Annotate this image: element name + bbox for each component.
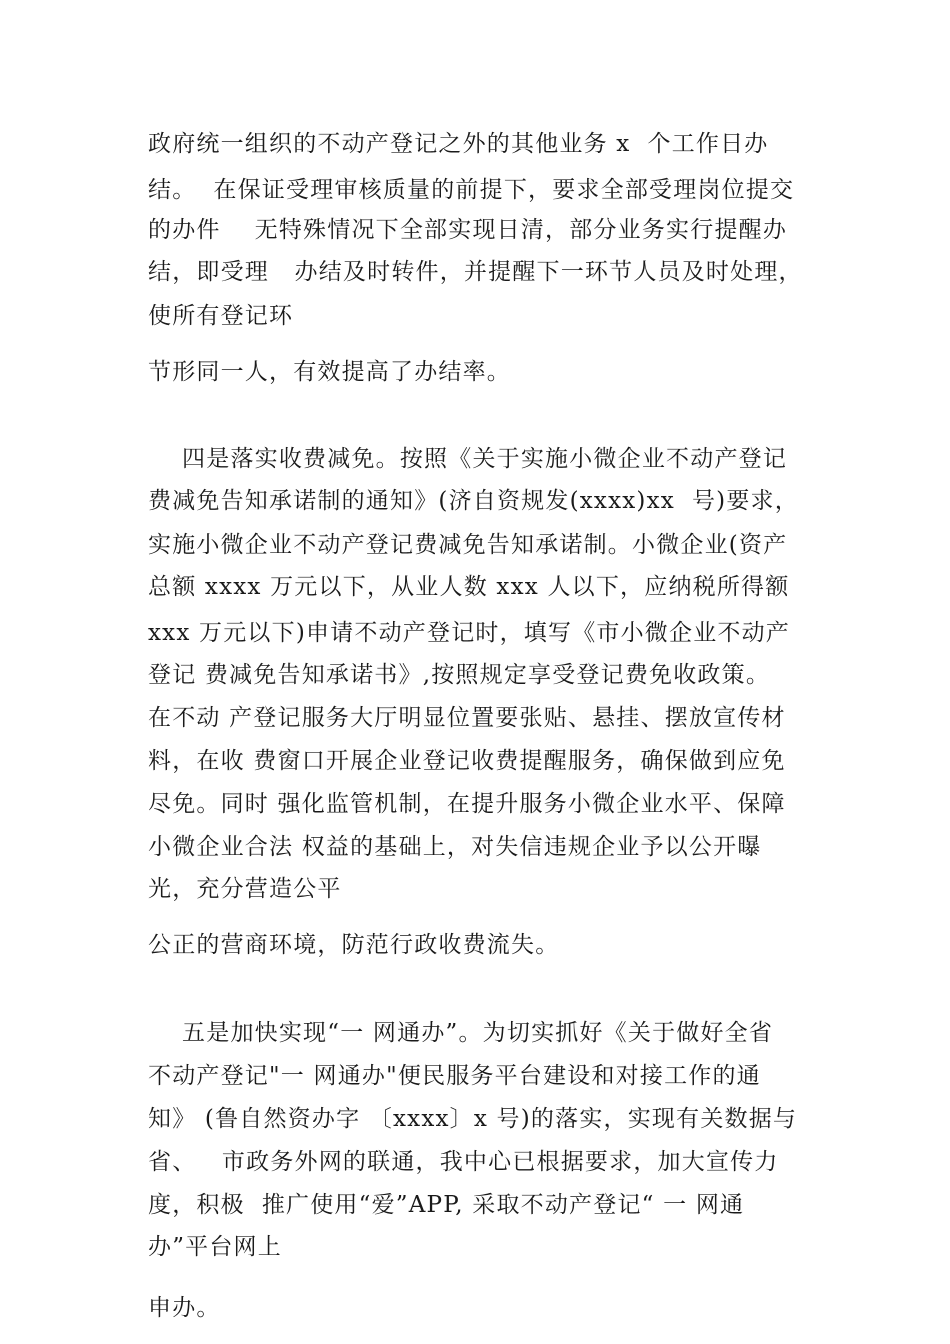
text-line: 光，充分营造公平	[148, 876, 342, 902]
text-line: xxx 万元以下)申请不动产登记时，填写《市小微企业不动产	[148, 620, 790, 646]
text-line: 的办件 无特殊情况下全部实现日清，部分业务实行提醒办	[148, 217, 788, 243]
text-line: 结，即受理 办结及时转件，并提醒下一环节人员及时处理，	[148, 259, 803, 285]
text-line: 费减免告知承诺制的通知》(济自资规发(xxxx)xx 号)要求，	[148, 488, 799, 514]
text-line: 四是落实收费减免。按照《关于实施小微企业不动产登记	[148, 446, 788, 472]
text-line: 政府统一组织的不动产登记之外的其他业务 x 个工作日办	[148, 131, 769, 157]
text-line: 总额 xxxx 万元以下，从业人数 xxx 人以下，应纳税所得额	[148, 574, 790, 600]
text-line: 使所有登记环	[148, 303, 294, 329]
text-line: 在不动 产登记服务大厅明显位置要张贴、悬挂、摆放宣传材	[148, 705, 786, 731]
text-line: 公正的营商环境，防范行政收费流失。	[148, 932, 560, 958]
text-line: 知》 (鲁自然资办字 〔xxxx〕x 号)的落实，实现有关数据与	[148, 1106, 798, 1132]
text-line: 实施小微企业不动产登记费减免告知承诺制。小微企业(资产	[148, 532, 788, 558]
text-line: 登记 费减免告知承诺书》,按照规定享受登记费免收政策。	[148, 662, 771, 688]
text-line: 小微企业合法 权益的基础上，对失信违规企业予以公开曝	[148, 834, 762, 860]
text-line: 结。 在保证受理审核质量的前提下，要求全部受理岗位提交	[148, 177, 795, 203]
text-line: 尽免。同时 强化监管机制，在提升服务小微企业水平、保障	[148, 791, 786, 817]
text-line: 申办。	[148, 1295, 221, 1321]
text-line: 节形同一人，有效提高了办结率。	[148, 359, 511, 385]
text-line: 不动产登记"一 网通办"便民服务平台建设和对接工作的通	[148, 1063, 761, 1089]
text-line: 料，在收 费窗口开展企业登记收费提醒服务，确保做到应免	[148, 748, 786, 774]
text-line: 度，积极 推广使用“爱”APP, 采取不动产登记“ 一 网通	[148, 1192, 745, 1218]
text-line: 省、 市政务外网的联通，我中心已根据要求，加大宣传力	[148, 1149, 779, 1175]
text-line: 办”平台网上	[148, 1234, 282, 1260]
text-line: 五是加快实现“一 网通办”。为切实抓好《关于做好全省	[148, 1020, 774, 1046]
